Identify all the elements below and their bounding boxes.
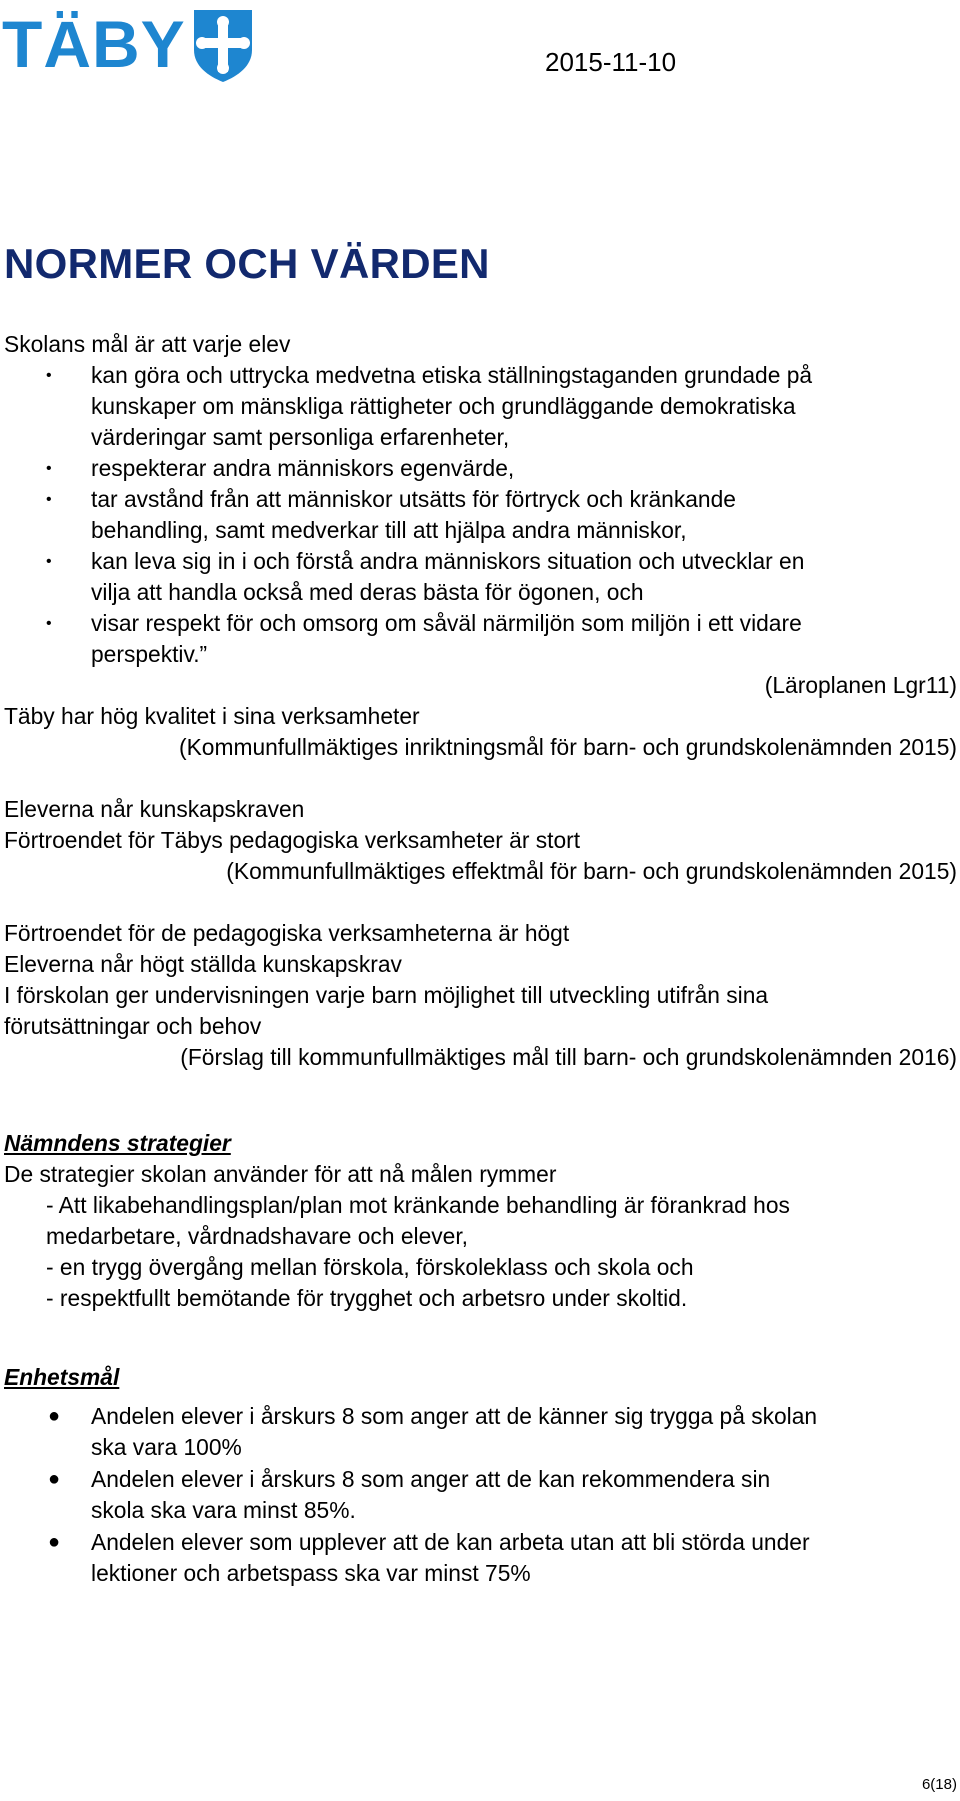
bullet-icon: ● — [48, 1468, 61, 1490]
goal-source: (Förslag till kommunfullmäktiges mål till barn- och grundskolenämnden 2016) — [180, 1044, 957, 1070]
bullet-icon: • — [46, 460, 52, 477]
strategy-line: - en trygg övergång mellan förskola, förskoleklass och skola och — [46, 1254, 694, 1280]
lgr-item-line: behandling, samt medverkar till att hjälpa andra människor, — [91, 517, 687, 543]
lgr-item-line: värderingar samt personliga erfarenheter, — [91, 424, 510, 450]
unit-goal-line: lektioner och arbetspass ska var minst 75% — [91, 1560, 531, 1586]
strategies-heading: Nämndens strategier — [4, 1130, 231, 1156]
lgr-intro: Skolans mål är att varje elev — [4, 331, 291, 357]
lgr-item-line: perspektiv.” — [91, 641, 208, 667]
goal-line: förutsättningar och behov — [4, 1013, 262, 1039]
lgr-item-line: kan leva sig in i och förstå andra människors situation och utvecklar en — [91, 548, 805, 574]
unit-goal-line: Andelen elever som upplever att de kan arbeta utan att bli störda under — [91, 1529, 810, 1555]
goal-line: Eleverna når högt ställda kunskapskrav — [4, 951, 402, 977]
unit-goals-heading: Enhetsmål — [4, 1364, 120, 1390]
lgr-item-line: vilja att handla också med deras bästa för ögonen, och — [91, 579, 644, 605]
bullet-icon: ● — [48, 1405, 61, 1427]
bullet-icon: • — [46, 615, 52, 632]
goal-line: Förtroendet för Täbys pedagogiska verksamheter är stort — [4, 827, 581, 853]
goal-line: Eleverna når kunskapskraven — [4, 796, 305, 822]
goal-line: Täby har hög kvalitet i sina verksamheter — [4, 703, 420, 729]
goal-line: I förskolan ger undervisningen varje barn möjlighet till utveckling utifrån sina — [4, 982, 769, 1008]
page-number: 6(18) — [921, 1776, 957, 1793]
lgr-item-line: visar respekt för och omsorg om såväl närmiljön som miljön i ett vidare — [91, 610, 802, 636]
document-date: 2015-11-10 — [545, 47, 677, 77]
bullet-icon: ● — [48, 1531, 61, 1553]
lgr-item-line: kunskaper om mänskliga rättigheter och grundläggande demokratiska — [91, 393, 796, 419]
unit-goal-line: ska vara 100% — [91, 1434, 242, 1460]
goal-line: Förtroendet för de pedagogiska verksamheterna är högt — [4, 920, 570, 946]
strategy-line: medarbetare, vårdnadshavare och elever, — [46, 1223, 468, 1249]
strategy-line: - respektfullt bemötande för trygghet och arbetsro under skoltid. — [46, 1285, 688, 1311]
taby-logo — [2, 6, 258, 82]
strategies-intro: De strategier skolan använder för att nå målen rymmer — [4, 1161, 557, 1187]
lgr-item-line: kan göra och uttrycka medvetna etiska ställningstaganden grundade på — [91, 362, 813, 388]
shield-cross-icon — [194, 10, 252, 82]
page-title: NORMER OCH VÄRDEN — [4, 240, 490, 287]
logo-wordmark: TÄBY — [2, 7, 186, 81]
bullet-icon: • — [46, 491, 52, 508]
unit-goal-line: Andelen elever i årskurs 8 som anger att de känner sig trygga på skolan — [91, 1403, 818, 1429]
lgr-item-line: respekterar andra människors egenvärde, — [91, 455, 515, 481]
lgr-source: (Läroplanen Lgr11) — [764, 672, 957, 698]
lgr-item-line: tar avstånd från att människor utsätts för förtryck och kränkande — [91, 486, 736, 512]
goal-source: (Kommunfullmäktiges effektmål för barn- och grundskolenämnden 2015) — [226, 858, 957, 884]
unit-goal-line: Andelen elever i årskurs 8 som anger att de kan rekommendera sin — [91, 1466, 771, 1492]
bullet-icon: • — [46, 553, 52, 570]
goal-source: (Kommunfullmäktiges inriktningsmål för barn- och grundskolenämnden 2015) — [178, 734, 957, 760]
strategy-line: - Att likabehandlingsplan/plan mot kränkande behandling är förankrad hos — [46, 1192, 790, 1218]
bullet-icon: • — [46, 367, 52, 384]
unit-goal-line: skola ska vara minst 85%. — [91, 1497, 356, 1523]
